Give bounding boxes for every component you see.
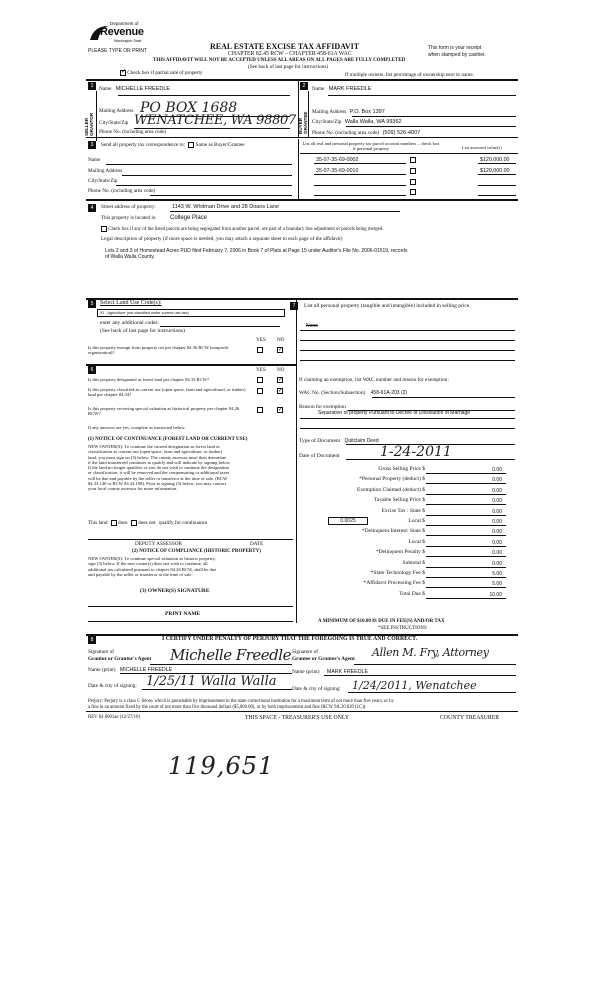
multiple-owners-note: If multiple owners, list percentage of ownership next to name. [345,72,474,78]
please-type: PLEASE TYPE OR PRINT [88,48,148,54]
parcel-number[interactable]: 35-07-35-69-0002 [316,157,359,163]
current-use-no-checkbox[interactable] [277,388,283,394]
tax-row-label: Gross Selling Price $ [378,466,425,472]
grantee-sig-label-2: Grantee or Grantee's Agent [292,656,355,662]
grantor-name[interactable]: MICHELLE FREEDLE [119,667,173,673]
tax-row-label: Local $ [408,539,425,545]
dor-logo [86,20,142,48]
perjury-line-2 [88,705,366,710]
additional-codes-label: enter any additional codes: [100,320,160,326]
form-chapter: CHAPTER 82.45 RCW – CHAPTER 458-61A WAC [228,51,352,57]
notice1-title: (1) NOTICE OF CONTINUANCE (FOREST LAND OR CURRENT USE) [88,437,248,442]
tax-row-label: Local $ [408,518,425,524]
grantee-signature[interactable]: Allen M. Fry, Attorney [372,646,489,659]
personal-property-label: List all personal property (tangible and intangible) included in selling price. [304,303,471,309]
grantor-sig-label-1: Signature of [88,649,115,655]
current-use-yes-checkbox[interactable] [257,388,263,394]
assessor-date-label: DATE [250,541,264,547]
logo-top: Department of [110,21,139,26]
s6-yes-label: YES [256,367,266,373]
grantor-date-city[interactable]: 1/25/11 Walla Walla [146,674,277,689]
buyer-mailing[interactable]: P.O. Box 1397 [349,109,385,115]
notice1-text [88,444,293,492]
buyer-name[interactable]: MARK FREEDLE [328,86,372,92]
seller-side-label: SELLER GRANTOR [84,112,94,136]
see-back-header: (See back of last page for instructions) [248,64,329,70]
corr-city-label: City/State/Zip [88,178,118,184]
partial-sale-row [120,70,203,77]
tax-row-label: Subtotal $ [402,560,425,566]
logo-main: Revenue [100,26,144,38]
tax-row-label: Total Due $ [399,591,425,597]
tax-row-label: Taxable Selling Price $ [373,497,425,503]
s6-no-label: NO [277,367,285,373]
seller-mailing-label: Mailing Address [99,108,134,114]
doc-date-value[interactable]: 1-24-2011 [380,444,452,460]
section-2-number: 2 [300,82,308,90]
exempt-yes-checkbox[interactable] [257,347,263,353]
legal-line-1[interactable]: Lots 2 and 3 of Homestead Acres PUD filed February 7, 2006 in Book 7 of Plats at Page 15 under Auditor's File No. 2006-01519, records [105,248,408,254]
partial-sale-label: Check box if partial sale of property [127,70,203,77]
grantor-signature[interactable]: Michelle Freedle [170,646,291,664]
personal-property-value[interactable]: None [306,323,318,329]
land-use-label: Select Land Use Code(s): [100,300,162,306]
notice1-line: NEW OWNER(S): To continue the current designation as forest land or [88,444,220,449]
section-7-number: 7 [290,302,298,310]
same-as-buyer-checkbox[interactable] [188,142,194,148]
notice1-line: or classification, it will be removed and the compensating or additional taxes [88,470,230,476]
section-8-number: 8 [88,636,96,644]
buyer-phone-row [312,130,420,137]
does-not-label: does not [138,520,156,527]
doc-date-label: Date of Document [299,453,340,459]
tax-row-value[interactable]: 10.00 [489,592,502,598]
legal-label: Legal description of property (if more space is needed, you may attach a separate sheet to each page of the affidavit) [101,236,343,242]
tax-row-value[interactable]: 0.00 [492,550,502,556]
notice1-line: If the land no longer qualifies or you do not wish to continue the designation [88,465,229,471]
perjury-text-1: Perjury: Perjury is a class C felony which is punishable by imprisonment in the state correctional institution for a maximum term of not more than five years, or by [88,699,394,704]
segregated-row [101,226,383,233]
form-title: REAL ESTATE EXCISE TAX AFFIDAVIT [210,42,360,51]
parcel-assessed-value[interactable]: $120,000.00 [480,157,510,163]
send-correspondence-row [101,142,245,149]
grantee-name[interactable]: MARK FREEDLE [326,669,369,675]
notice1-line: land, you must sign on (3) below. The county assessor must then determine [88,454,227,460]
owner-signature-label: (3) OWNER(S) SIGNATURE [140,588,210,594]
reason-value[interactable]: Separation of property Pursuant to Decree of Dissolution of Marriage [318,410,471,416]
notice1-line: 84.33.140 or RCW 84.34.108). Prior to signing (3) below, you may contact [88,480,227,486]
section-3-number: 3 [88,141,96,149]
perjury-text-2: a fine in an amount fixed by the court of not more than five thousand dollars ($5,000.00), or by both imprisonment and fine (RCW 9A.20.020 (1C)). [88,705,367,710]
historic-no-checkbox[interactable] [277,407,283,413]
forest-question: Is this property designated as forest land per chapter 84.33 RCW? [88,377,210,382]
parcels-header: List all real and personal property tax parcel account numbers – check box if personal property [302,141,440,152]
notice2-line: additional tax calculated pursuant to chapter 84.26 RCW, shall be due [88,566,217,572]
same-as-buyer-label: Same as Buyer/Grantee [195,142,245,149]
buyer-phone[interactable]: (509) 526-4007 [382,130,421,136]
parcel-assessed-value[interactable]: $120,000.00 [480,168,510,174]
street-label: Street address of property: [101,204,156,210]
notice2-line: and payable by the seller or transferor at the time of sale. [88,571,193,577]
grantor-date-label: Date & city of signing: [88,683,137,689]
grantee-name-label: Name (print) [292,669,320,675]
tax-row-label: *Delinquent Penalty $ [375,549,425,555]
tax-row-label: *State Technology Fee $ [370,570,425,576]
tax-row-value[interactable]: 5.00 [492,581,502,587]
tax-row-label: *Delinquent Interest: State $ [361,528,425,534]
county-treasurer-label: COUNTY TREASURER [440,715,500,721]
tax-row-value[interactable]: 0.00 [492,561,502,567]
s5-no-label: NO [277,337,285,343]
treasurer-space-label: THIS SPACE - TREASURER'S USE ONLY [245,715,350,721]
notice1-line: classification as current use (open space, farm and agriculture, or timber) [88,449,223,455]
notice1-line: if the land transferred continues to qualify and will indicate by signing below. [88,459,231,465]
personal-property-checkbox[interactable] [410,168,416,174]
deputy-assessor-label: DEPUTY ASSESSOR [135,541,182,547]
notice1-line: will be due and payable by the seller or transferor at the time of sale. (RCW [88,475,228,481]
tax-row-value[interactable]: 0.00 [492,519,502,525]
legal-line-2[interactable]: of Walla Walla County. [105,254,155,260]
section-1-number: 1 [88,82,96,90]
grantee-sig-label-1: Signature of [292,649,319,655]
seller-name[interactable]: MICHELLE FREEDLE [115,86,171,92]
corr-phone-label: Phone No. (including area code) [88,188,156,194]
buyer-name-row [312,86,371,93]
segregated-label: Check box if any of the listed parcels are being segregated from another parcel, are part of a boundary line adjustment or parcels being merged. [108,227,384,233]
buyer-mailing-row [312,109,385,116]
current-use-question: Is this property classified as current use (open space, farm and agricultural, or timber) land per chapter 84.34? [88,387,246,398]
buyer-city[interactable]: Walla Walla, WA 99362 [344,119,402,125]
tax-row-label: Exemption Claimed (deduct) $ [357,487,425,493]
revision-label: REV 84 0001ae (12/27/10) [88,715,141,720]
located-value[interactable]: College Place [170,215,208,221]
s5-yes-label: YES [256,337,266,343]
section-6-number: 6 [88,366,96,374]
personal-property-checkbox[interactable] [410,179,416,185]
seller-city-label: City/State/Zip [99,120,129,126]
parcel-number[interactable]: 35-07-35-69-0010 [316,168,359,174]
logo-sub: Washington State [114,39,142,43]
buyer-city-row [312,119,402,126]
notice2-line: NEW OWNER(S): To continue special valuation as historic property, [88,556,216,561]
wac-label: WAC No. (Section/Subsection) [299,390,366,396]
receipt-note-2: when stamped by cashier. [428,52,486,58]
notice1-line: your local county assessor for more information. [88,486,178,492]
wac-value[interactable]: 458-61A-203 (2) [370,390,408,396]
historic-yes-checkbox[interactable] [257,407,263,413]
wac-row [299,390,407,397]
tax-row-value[interactable]: 0.00 [492,540,502,546]
minimum-due-note: A MINIMUM OF $10.00 IS DUE IN FEE(S) AND/OR TAX [318,619,445,624]
local-rate-input[interactable]: 0.0025 [328,517,368,525]
corr-mailing-label: Mailing Address [88,168,123,174]
tax-row-label: *Affidavit Processing Fee $ [363,580,425,586]
tax-row-value[interactable]: 0.00 [492,467,502,473]
segregated-checkbox[interactable] [101,226,107,232]
tax-row-value[interactable]: 0.00 [492,477,502,483]
tax-row-label: *Personal Property (deduct) $ [359,476,425,482]
grantee-date-label: Date & city of signing: [292,686,341,692]
buyer-phone-label: Phone No. (including area code) [312,130,380,136]
does-checkbox[interactable] [111,520,117,526]
certify-statement: I CERTIFY UNDER PENALTY OF PERJURY THAT THE FOREGOING IS TRUE AND CORRECT. [162,636,418,642]
grantor-name-label: Name (print) [88,667,116,673]
see-instructions-note: *SEE INSTRUCTIONS [378,626,427,631]
seller-name-row [99,86,170,93]
notice2-text [88,556,293,577]
grantee-date-city[interactable]: 1/24/2011, Wenatchee [352,679,477,692]
forest-no-checkbox[interactable] [277,377,283,383]
form-warning: THIS AFFIDAVIT WILL NOT BE ACCEPTED UNLESS ALL AREAS ON ALL PAGES ARE FULLY COMPLETED [153,58,406,63]
land-use-value: 91 - Agriculture (not classified under current use law) [100,311,189,315]
section-5-number: 5 [88,300,96,308]
exemption-label: If claiming an exemption, list WAC number and reason for exemption: [299,377,449,383]
personal-property-checkbox[interactable] [410,189,416,195]
does-not-checkbox[interactable] [131,520,137,526]
reason-label: Reason for exemption [299,404,346,410]
qualify-label: qualify for continuance. [158,520,209,527]
assessed-header: List assessed value(s) [462,145,502,150]
does-label: does [118,520,128,527]
located-label: This property is located in [101,215,156,221]
buyer-mailing-label: Mailing Address [312,109,347,115]
print-name-label: PRINT NAME [165,611,201,617]
seller-name-label: Name [99,86,112,92]
seller-phone-label: Phone No. (including area code) [99,129,167,135]
notice2-title: (2) NOTICE OF COMPLIANCE (HISTORIC PROPERTY) [132,549,261,554]
street-address[interactable]: 1143 W. Whitman Drive and 28 Doans Lane [172,204,279,210]
this-land-label: This land [88,520,108,527]
partial-sale-checkbox[interactable] [120,70,126,76]
forest-yes-checkbox[interactable] [257,377,263,383]
seller-city[interactable]: WENATCHEE, WA 98807 [134,113,296,128]
continuance-row [88,520,209,527]
tax-row-label: Excise Tax : State $ [381,508,425,514]
tax-row-value[interactable]: 0.00 [492,488,502,494]
personal-property-checkbox[interactable] [410,157,416,163]
receipt-note-1: This form is your receipt [428,45,482,51]
land-use-see-back: (See back of last page for instructions) [100,328,185,334]
historic-question: Is this property receiving special valuation as historical property per chapter 84.26 RCW? [88,406,240,417]
any-yes-note: If any answers are yes, complete as instructed below. [88,425,186,430]
buyer-city-label: City/State/Zip [312,119,342,125]
land-use-select[interactable] [97,309,285,317]
corr-name-label: Name [88,157,101,163]
stamp-number: 119,651 [168,752,275,780]
exempt-question: Is this property exempt from property tax per chapter 84.36 RCW (nonprofit organization)? [88,345,229,356]
doc-type-label: Type of Document [299,438,341,444]
tax-row-value[interactable]: 0.00 [492,529,502,535]
seller-mailing[interactable]: PO BOX 1688 [140,100,238,116]
tax-row-value[interactable]: 0.00 [492,498,502,504]
exempt-no-checkbox[interactable] [277,347,283,353]
grantor-sig-label-2: Grantor or Grantor's Agent [88,656,152,662]
buyer-name-label: Name [312,86,325,92]
doc-type-value[interactable]: Quitclaim Deed [344,438,379,444]
notice2-line: sign (3) below. If the new owner(s) does not wish to continue, all [88,561,208,567]
send-correspondence-label: Send all property tax correspondence to: [101,142,185,149]
tax-row-value[interactable]: 5.00 [492,571,502,577]
buyer-side-label: BUYER GRANTEE [298,111,308,134]
tax-row-value[interactable]: 0.00 [492,509,502,515]
section-4-number: 4 [88,204,96,212]
perjury-line-1 [88,699,394,704]
